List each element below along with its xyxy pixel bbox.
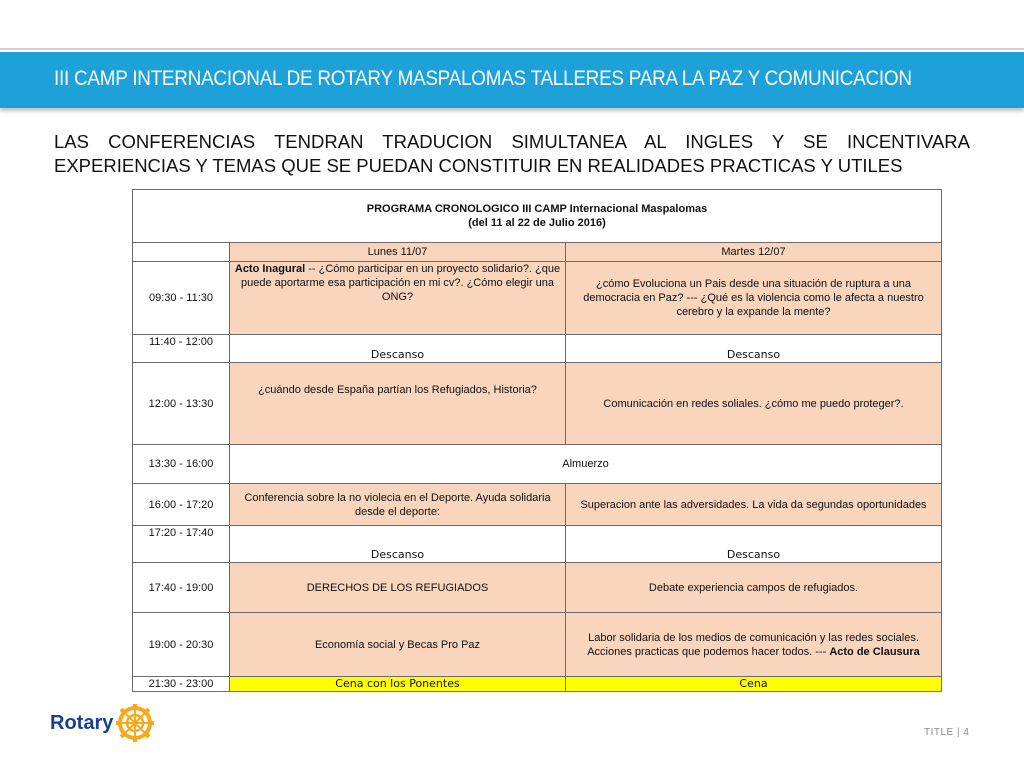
table-row (133, 526, 942, 563)
session-cell-monday (230, 262, 566, 335)
session-cell-monday: Conferencia sobre la no violecia en el Deporte. Ayuda solidaria desde el deporte: (230, 484, 566, 526)
page-label: TITLE | 4 (924, 727, 970, 738)
table-row (133, 363, 942, 445)
program-title (133, 190, 942, 243)
time-cell: 17:20 - 17:40 (133, 526, 230, 563)
title-banner (0, 52, 1024, 108)
time-cell: 16:00 - 17:20 (133, 484, 230, 526)
program-table (132, 189, 942, 692)
table-row (133, 335, 942, 363)
table-row (133, 677, 942, 692)
session-cell-tuesday: Superacion ante las adversidades. La vida da segundas oportunidades (566, 484, 942, 526)
program-title-line1: PROGRAMA CRONOLOGICO III CAMP Internacional Maspalomas (366, 203, 708, 215)
break-cell-tuesday: Descanso (566, 335, 942, 363)
time-cell: 21:30 - 23:00 (133, 677, 230, 692)
time-cell: 13:30 - 16:00 (133, 445, 230, 484)
table-row (133, 262, 942, 335)
dinner-cell-tuesday: Cena (566, 677, 942, 692)
table-row (133, 563, 942, 613)
session-cell-tuesday: ¿cómo Evoluciona un Pais desde una situación de ruptura a una democracia en Paz? --- ¿Qué es la violencia como le afecta a nuestro cerebro y la expande la mente? (566, 262, 942, 335)
rotary-wordmark: Rotary (50, 712, 114, 734)
table-row (133, 484, 942, 526)
day-header-tuesday: Martes 12/07 (566, 243, 942, 262)
dinner-cell-monday: Cena con los Ponentes (230, 677, 566, 692)
time-cell: 19:00 - 20:30 (133, 613, 230, 677)
break-cell-tuesday: Descanso (566, 526, 942, 563)
session-cell-monday: ¿cuándo desde España partían los Refugiados, Historia? (230, 363, 566, 445)
break-cell-monday: Descanso (230, 335, 566, 363)
session-text: -- ¿Cómo participar en un proyecto solidario?. ¿que puede aportarme esa participación en mi cv?. ¿Cómo elegir una ONG? (240, 263, 561, 303)
session-cell-tuesday (566, 613, 942, 677)
time-cell: 12:00 - 13:30 (133, 363, 230, 445)
lunch-cell: Almuerzo (230, 445, 942, 484)
session-cell-monday: DERECHOS DE LOS REFUGIADOS (230, 563, 566, 613)
session-cell-monday: Economía social y Becas Pro Paz (230, 613, 566, 677)
time-cell: 09:30 - 11:30 (133, 262, 230, 335)
time-cell: 11:40 - 12:00 (133, 335, 230, 363)
slide-title: III CAMP INTERNACIONAL DE ROTARY MASPALOMAS TALLERES PARA LA PAZ Y COMUNICACION (54, 66, 912, 90)
top-divider (0, 48, 1024, 50)
day-header-monday: Lunes 11/07 (230, 243, 566, 262)
program-title-line2: (del 11 al 22 de Julio 2016) (468, 217, 606, 229)
day-header-empty (133, 243, 230, 262)
session-bold: Acto de Clausura (829, 645, 920, 658)
session-cell-tuesday: Debate experiencia campos de refugiados. (566, 563, 942, 613)
session-text: Labor solidaria de los medios de comunicación y las redes sociales. Acciones practicas que podemos hacer todos. --- (587, 631, 919, 658)
table-row (133, 445, 942, 484)
break-cell-monday: Descanso (230, 526, 566, 563)
intro-paragraph: LAS CONFERENCIAS TENDRAN TRADUCION SIMULTANEA AL INGLES Y SE INCENTIVARA EXPERIENCIAS Y TEMAS QUE SE PUEDAN CONSTITUIR EN REALIDADES PRACTICAS Y UTILES (54, 131, 970, 176)
rotary-wheel-icon (116, 704, 154, 742)
session-cell-tuesday: Comunicación en redes soliales. ¿cómo me puedo proteger?. (566, 363, 942, 445)
time-cell: 17:40 - 19:00 (133, 563, 230, 613)
session-bold: Acto Inagural (234, 263, 306, 275)
table-row (133, 613, 942, 677)
